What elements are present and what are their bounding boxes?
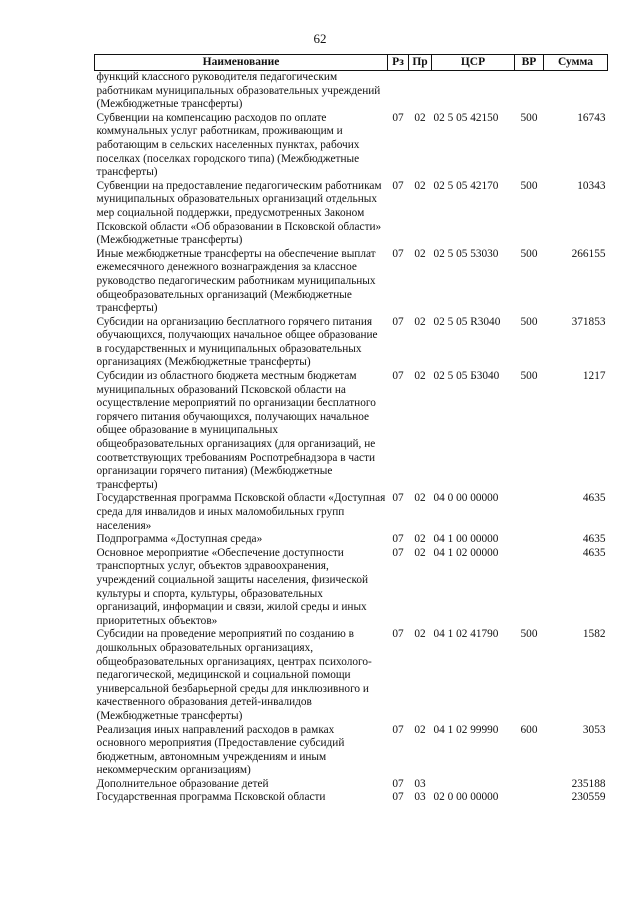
row-expense-type: 600 xyxy=(520,723,538,736)
row-name: Иные межбюджетные трансферты на обеспечение выплат ежемесячного денежного вознаграждения за классное руководство педагогическим работникам муниципальных общеобразовательных организаций (Межбюджетные трансферты) xyxy=(96,247,376,315)
row-target-article: 04 1 00 00000 xyxy=(433,533,499,546)
row-section-code: 07 xyxy=(392,777,404,790)
row-section-code: 07 xyxy=(392,791,404,804)
row-section-code: 07 xyxy=(392,492,404,505)
row-amount: 4635 xyxy=(582,492,606,505)
row-subsection-code: 02 xyxy=(414,370,426,383)
row-section-code: 07 xyxy=(392,370,404,383)
row-expense-type: 500 xyxy=(520,370,538,383)
budget-table xyxy=(94,54,608,805)
row-section-code: 07 xyxy=(392,546,404,559)
row-target-article: 02 0 00 00000 xyxy=(433,791,499,804)
row-target-article: 02 5 05 R3040 xyxy=(433,315,501,328)
table-row xyxy=(95,316,608,370)
row-section-code: 07 xyxy=(392,247,404,260)
row-target-article: 04 1 02 99990 xyxy=(433,723,499,736)
row-expense-type xyxy=(515,791,544,805)
row-expense-type xyxy=(515,492,544,533)
row-section-code xyxy=(388,71,409,112)
row-target-article: 04 0 00 00000 xyxy=(433,492,499,505)
page-number: 62 xyxy=(313,31,327,46)
row-amount: 16743 xyxy=(577,111,606,124)
row-name: Государственная программа Псковской области xyxy=(96,791,326,804)
table-row xyxy=(95,791,608,805)
row-amount: 266155 xyxy=(571,247,606,260)
row-amount: 1217 xyxy=(582,370,606,383)
row-subsection-code: 02 xyxy=(414,546,426,559)
row-target-article: 04 1 02 00000 xyxy=(433,546,499,559)
row-subsection-code xyxy=(409,71,432,112)
row-name: Дополнительное образование детей xyxy=(96,777,269,790)
table-header-row xyxy=(95,55,608,71)
row-name: Подпрограмма «Доступная среда» xyxy=(96,533,263,546)
row-target-article: 04 1 02 41790 xyxy=(433,628,499,641)
row-subsection-code: 02 xyxy=(414,723,426,736)
row-name: Субсидии на проведение мероприятий по созданию в дошкольных образовательных организациях, общеобразовательных организациях, центрах психолого-педагогической, медицинской и социальной помощи универсальной безбарьерной среды для инклюзивного и качественного образования детей-инвалидов (Межбюджетные трансферты) xyxy=(96,628,372,722)
row-target-article xyxy=(432,71,515,112)
row-expense-type xyxy=(515,778,544,792)
row-expense-type xyxy=(515,533,544,547)
row-expense-type: 500 xyxy=(520,179,538,192)
table-row xyxy=(95,778,608,792)
row-expense-type xyxy=(515,547,544,629)
row-name: Государственная программа Псковской области «Доступная среда для инвалидов и иных маломобильных групп населения» xyxy=(96,492,386,532)
row-section-code: 07 xyxy=(392,111,404,124)
row-expense-type: 500 xyxy=(520,111,538,124)
row-subsection-code: 02 xyxy=(414,111,426,124)
row-target-article xyxy=(432,778,515,792)
table-row xyxy=(95,533,608,547)
row-subsection-code: 02 xyxy=(414,247,426,260)
row-expense-type: 500 xyxy=(520,315,538,328)
row-subsection-code: 02 xyxy=(414,628,426,641)
row-section-code: 07 xyxy=(392,628,404,641)
header-csr: ЦСР xyxy=(432,55,515,71)
row-expense-type: 500 xyxy=(520,247,538,260)
header-sum: Сумма xyxy=(544,55,608,71)
table-body xyxy=(95,71,608,806)
row-name: Субсидии на организацию бесплатного горячего питания обучающихся, получающих начальное общее образование в государственных и муниципальных образовательных организациях (Межбюджетные трансферты) xyxy=(96,315,378,369)
table-row xyxy=(95,112,608,180)
row-subsection-code: 02 xyxy=(414,492,426,505)
row-name: Реализация иных направлений расходов в рамках основного мероприятия (Предоставление субсидий бюджетным, автономным учреждениям и иным некоммерческим организациям) xyxy=(96,723,345,777)
table-row xyxy=(95,547,608,629)
row-target-article: 02 5 05 42150 xyxy=(433,111,499,124)
header-vr: ВР xyxy=(515,55,544,71)
row-subsection-code: 03 xyxy=(414,777,426,790)
row-expense-type: 500 xyxy=(520,628,538,641)
row-amount: 235188 xyxy=(571,777,606,790)
row-amount: 230559 xyxy=(571,791,606,804)
row-amount: 10343 xyxy=(577,179,606,192)
table-row xyxy=(95,71,608,112)
row-section-code: 07 xyxy=(392,723,404,736)
row-expense-type xyxy=(515,71,544,112)
row-section-code: 07 xyxy=(392,315,404,328)
row-amount: 4635 xyxy=(582,533,606,546)
row-section-code: 07 xyxy=(392,179,404,192)
row-name: Основное мероприятие «Обеспечение доступности транспортных услуг, объектов здравоохранения, учреждений социальной защиты населения, физической культуры и спорта, культуры, образовательных организаций, информации и связи, жилой среды и иных приоритетных объектов» xyxy=(96,546,369,627)
row-target-article: 02 5 05 42170 xyxy=(433,179,499,192)
row-subsection-code: 03 xyxy=(414,791,426,804)
row-section-code: 07 xyxy=(392,533,404,546)
table-row xyxy=(95,492,608,533)
row-name: функций классного руководителя педагогическим работникам муниципальных образовательных учреждений (Межбюджетные трансферты) xyxy=(96,71,381,111)
header-rz: Рз xyxy=(388,55,409,71)
row-amount: 1582 xyxy=(582,628,606,641)
table-row xyxy=(95,724,608,778)
table-row xyxy=(95,248,608,316)
row-amount: 371853 xyxy=(571,315,606,328)
header-pr: Пр xyxy=(409,55,432,71)
table-row xyxy=(95,180,608,248)
table-row xyxy=(95,370,608,492)
row-name: Субсидии из областного бюджета местным бюджетам муниципальных образований Псковской области на осуществление мероприятий по организации бесплатного горячего питания обучающихся, получающих начальное общее образование в муниципальных общеобразовательных организациях (для организаций, не соответствующих требованиям Роспотребнадзора в части организации горячего питания) (Межбюджетные трансферты) xyxy=(96,370,376,491)
row-amount: 3053 xyxy=(582,723,606,736)
row-name: Субвенции на предоставление педагогическим работникам муниципальных образовательных организаций отдельных мер социальной поддержки, предусмотренных Законом Псковской области «Об образовании в Псковской области» (Межбюджетные трансферты) xyxy=(96,179,382,247)
row-target-article: 02 5 05 53030 xyxy=(433,247,499,260)
row-amount: 4635 xyxy=(582,546,606,559)
row-target-article: 02 5 05 Б3040 xyxy=(433,370,500,383)
row-subsection-code: 02 xyxy=(414,179,426,192)
row-name: Субвенции на компенсацию расходов по оплате коммунальных услуг работникам, проживающим и работающим в сельских населенных пунктах, рабочих поселках (поселках городского типа) (Межбюджетные трансферты) xyxy=(96,111,360,179)
row-subsection-code: 02 xyxy=(414,533,426,546)
row-subsection-code: 02 xyxy=(414,315,426,328)
table-row xyxy=(95,628,608,723)
row-amount xyxy=(544,71,608,112)
header-name: Наименование xyxy=(95,55,388,71)
